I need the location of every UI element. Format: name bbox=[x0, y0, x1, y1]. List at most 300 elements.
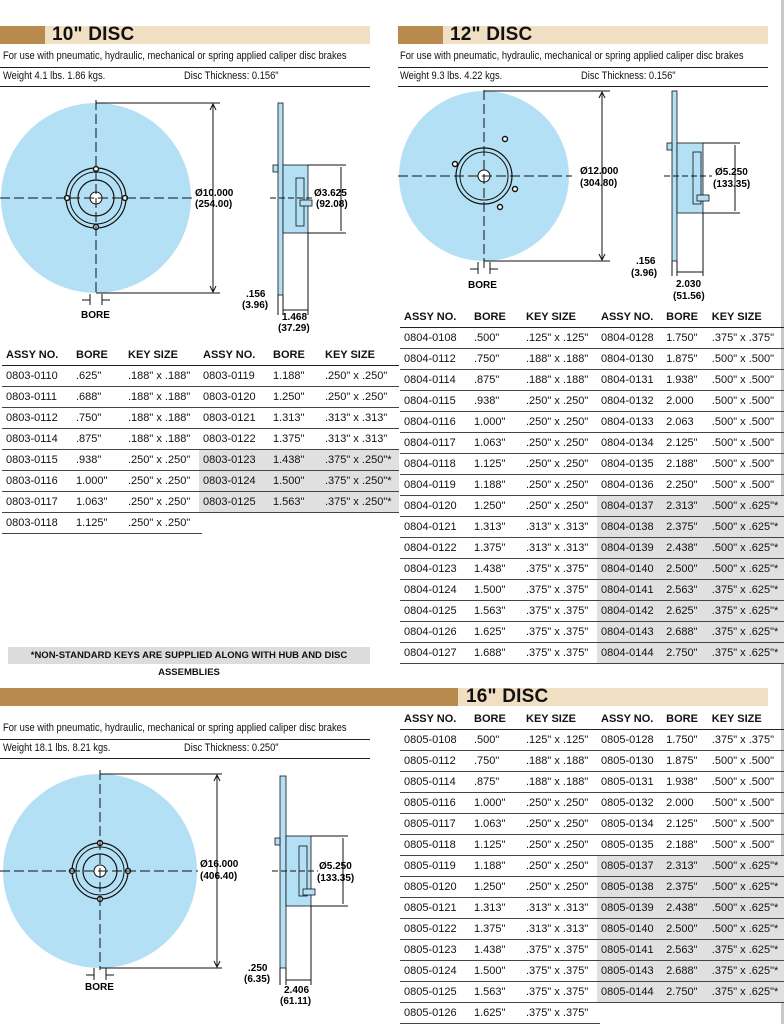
table-row bbox=[400, 559, 600, 580]
table-row bbox=[400, 982, 600, 1003]
key-size-cell: .500" x .625"* bbox=[708, 919, 784, 940]
key-size-cell: .500" x .500" bbox=[708, 793, 784, 814]
col-header-assy: ASSY NO. bbox=[2, 345, 72, 366]
bore-cell: .875" bbox=[72, 429, 124, 450]
disc12-weight: Weight 9.3 lbs. 4.22 kgs. bbox=[400, 70, 503, 82]
bore-cell: 2.063 bbox=[662, 412, 708, 433]
key-size-cell: .375" x .625"* bbox=[708, 643, 784, 664]
assy-no-cell: 0804-0143 bbox=[597, 622, 662, 643]
table-row bbox=[2, 513, 202, 534]
key-size-cell: .188" x .188" bbox=[124, 429, 202, 450]
assy-no-cell: 0803-0114 bbox=[2, 429, 72, 450]
assy-no-cell: 0805-0126 bbox=[400, 1003, 470, 1024]
assy-no-cell: 0804-0108 bbox=[400, 328, 470, 349]
table-row bbox=[400, 940, 600, 961]
disc12-thickness: Disc Thickness: 0.156" bbox=[581, 70, 676, 82]
disc10-dim-thk: .156 bbox=[246, 289, 266, 300]
key-size-cell: .375" x .625"* bbox=[708, 622, 784, 643]
table-row bbox=[597, 898, 784, 919]
col-header-key: KEY SIZE bbox=[708, 307, 784, 328]
key-size-cell: .375" x .375" bbox=[522, 559, 600, 580]
bore-cell: 1.250" bbox=[470, 496, 522, 517]
assy-no-cell: 0805-0121 bbox=[400, 898, 470, 919]
assy-no-cell: 0804-0131 bbox=[597, 370, 662, 391]
key-size-cell: .500" x .500" bbox=[708, 391, 784, 412]
table-row bbox=[199, 408, 399, 429]
assy-no-cell: 0805-0138 bbox=[597, 877, 662, 898]
disc16-title: 16" DISC bbox=[466, 686, 549, 707]
disc16-dim-dia-mm: (406.40) bbox=[200, 871, 238, 882]
table-row bbox=[597, 751, 784, 772]
key-size-cell: .125" x .125" bbox=[522, 730, 600, 751]
key-size-cell: .250" x .250" bbox=[522, 454, 600, 475]
table-row bbox=[2, 450, 202, 471]
assy-no-cell: 0804-0136 bbox=[597, 475, 662, 496]
bore-cell: 2.125" bbox=[662, 814, 708, 835]
assy-no-cell: 0804-0135 bbox=[597, 454, 662, 475]
key-size-cell: .500" x .625"* bbox=[708, 898, 784, 919]
table-row bbox=[400, 814, 600, 835]
disc10-thickness: Disc Thickness: 0.156" bbox=[184, 70, 279, 82]
key-size-cell: .250" x .250" bbox=[124, 471, 202, 492]
key-size-cell: .500" x .500" bbox=[708, 475, 784, 496]
assy-no-cell: 0803-0121 bbox=[199, 408, 269, 429]
assy-no-cell: 0804-0138 bbox=[597, 517, 662, 538]
table-row bbox=[597, 370, 784, 391]
col-header-assy: ASSY NO. bbox=[400, 709, 470, 730]
disc16-dim-thk: .250 bbox=[248, 963, 268, 974]
key-size-cell: .500" x .625"* bbox=[708, 559, 784, 580]
bore-cell: 2.563" bbox=[662, 580, 708, 601]
assy-no-cell: 0805-0139 bbox=[597, 898, 662, 919]
disc12-dim-hub: Ø5.250 bbox=[715, 167, 748, 178]
table-row bbox=[400, 919, 600, 940]
key-size-cell: .500" x .625"* bbox=[708, 877, 784, 898]
assy-no-cell: 0804-0117 bbox=[400, 433, 470, 454]
table-row bbox=[400, 412, 600, 433]
key-size-cell: .250" x .250" bbox=[522, 835, 600, 856]
table-row bbox=[400, 370, 600, 391]
key-size-cell: .375" x .375" bbox=[708, 328, 784, 349]
bore-cell: 2.750" bbox=[662, 643, 708, 664]
disc10-table-a bbox=[2, 345, 202, 534]
table-row bbox=[597, 559, 784, 580]
key-size-cell: .500" x .500" bbox=[708, 751, 784, 772]
disc12-usage: For use with pneumatic, hydraulic, mechanical or spring applied caliper disc brakes bbox=[400, 50, 744, 62]
table-row bbox=[400, 898, 600, 919]
table-row bbox=[597, 349, 784, 370]
disc16-table-a bbox=[400, 709, 600, 1024]
key-size-cell: .375" x .625"* bbox=[708, 580, 784, 601]
bore-cell: 2.000 bbox=[662, 793, 708, 814]
table-row bbox=[597, 538, 784, 559]
table-row bbox=[597, 391, 784, 412]
assy-no-cell: 0804-0123 bbox=[400, 559, 470, 580]
bore-cell: 2.188" bbox=[662, 835, 708, 856]
bore-cell: 2.125" bbox=[662, 433, 708, 454]
table-row bbox=[2, 366, 202, 387]
bore-cell: 1.938" bbox=[662, 772, 708, 793]
bore-cell: 1.188" bbox=[269, 366, 321, 387]
assy-no-cell: 0805-0118 bbox=[400, 835, 470, 856]
disc16-dim-thk-mm: (6.35) bbox=[244, 974, 271, 985]
table-row bbox=[597, 793, 784, 814]
assy-no-cell: 0804-0126 bbox=[400, 622, 470, 643]
bore-cell: 1.500" bbox=[470, 961, 522, 982]
key-size-cell: .375" x .250"* bbox=[321, 450, 399, 471]
bore-cell: 2.313" bbox=[662, 496, 708, 517]
disc10-dim-dia-mm: (254.00) bbox=[195, 199, 233, 210]
table-row bbox=[597, 643, 784, 664]
bore-cell: .750" bbox=[470, 349, 522, 370]
key-size-cell: .250" x .250" bbox=[522, 793, 600, 814]
table-row bbox=[597, 412, 784, 433]
bore-cell: 1.000" bbox=[72, 471, 124, 492]
bore-cell: .875" bbox=[470, 772, 522, 793]
bore-cell: 1.000" bbox=[470, 793, 522, 814]
bore-cell: 2.375" bbox=[662, 517, 708, 538]
bore-cell: 2.625" bbox=[662, 601, 708, 622]
table-row bbox=[400, 538, 600, 559]
col-header-key: KEY SIZE bbox=[522, 307, 600, 328]
bore-cell: 1.375" bbox=[470, 919, 522, 940]
key-size-cell: .188" x .188" bbox=[124, 366, 202, 387]
assy-no-cell: 0803-0118 bbox=[2, 513, 72, 534]
bore-cell: 1.125" bbox=[470, 835, 522, 856]
assy-no-cell: 0805-0120 bbox=[400, 877, 470, 898]
table-row bbox=[400, 328, 600, 349]
table-row bbox=[597, 940, 784, 961]
key-size-cell: .375" x .375" bbox=[522, 961, 600, 982]
key-size-cell: .375" x .375" bbox=[522, 1003, 600, 1024]
table-row bbox=[400, 622, 600, 643]
bore-cell: 1.750" bbox=[662, 730, 708, 751]
bore-cell: 1.375" bbox=[470, 538, 522, 559]
key-size-cell: .188" x .188" bbox=[124, 387, 202, 408]
assy-no-cell: 0805-0119 bbox=[400, 856, 470, 877]
assy-no-cell: 0805-0123 bbox=[400, 940, 470, 961]
key-size-cell: .188" x .188" bbox=[522, 772, 600, 793]
assy-no-cell: 0804-0122 bbox=[400, 538, 470, 559]
key-size-cell: .313" x .313" bbox=[321, 429, 399, 450]
bore-cell: 1.750" bbox=[662, 328, 708, 349]
col-header-bore: BORE bbox=[662, 709, 708, 730]
bore-cell: 1.313" bbox=[470, 898, 522, 919]
bore-cell: 1.063" bbox=[72, 492, 124, 513]
disc12-dim-len: 2.030 bbox=[676, 279, 702, 290]
assy-no-cell: 0803-0123 bbox=[199, 450, 269, 471]
disc10-title: 10" DISC bbox=[52, 24, 135, 45]
assy-no-cell: 0805-0134 bbox=[597, 814, 662, 835]
col-header-key: KEY SIZE bbox=[522, 709, 600, 730]
table-row bbox=[2, 471, 202, 492]
assy-no-cell: 0804-0125 bbox=[400, 601, 470, 622]
key-size-cell: .250" x .250" bbox=[124, 513, 202, 534]
bore-cell: 1.563" bbox=[470, 982, 522, 1003]
table-row bbox=[400, 391, 600, 412]
table-row bbox=[199, 450, 399, 471]
nonstandard-key-note: *NON-STANDARD KEYS ARE SUPPLIED ALONG WITH HUB AND DISC ASSEMBLIES bbox=[8, 647, 370, 664]
table-row bbox=[400, 961, 600, 982]
assy-no-cell: 0805-0143 bbox=[597, 961, 662, 982]
disc16-header-band bbox=[0, 688, 768, 706]
key-size-cell: .500" x .500" bbox=[708, 412, 784, 433]
key-size-cell: .375" x .375" bbox=[522, 940, 600, 961]
col-header-bore: BORE bbox=[269, 345, 321, 366]
assy-no-cell: 0803-0110 bbox=[2, 366, 72, 387]
assy-no-cell: 0804-0120 bbox=[400, 496, 470, 517]
assy-no-cell: 0804-0118 bbox=[400, 454, 470, 475]
key-size-cell: .250" x .250" bbox=[321, 366, 399, 387]
bore-cell: 2.500" bbox=[662, 919, 708, 940]
key-size-cell: .313" x .313" bbox=[522, 919, 600, 940]
assy-no-cell: 0805-0141 bbox=[597, 940, 662, 961]
disc16-dim-hub-mm: (133.35) bbox=[317, 873, 355, 884]
key-size-cell: .375" x .375" bbox=[522, 622, 600, 643]
table-row bbox=[400, 835, 600, 856]
assy-no-cell: 0804-0139 bbox=[597, 538, 662, 559]
disc16-drawing bbox=[0, 766, 370, 1020]
assy-no-cell: 0805-0124 bbox=[400, 961, 470, 982]
key-size-cell: .188" x .188" bbox=[522, 349, 600, 370]
bore-cell: 2.188" bbox=[662, 454, 708, 475]
bore-cell: 1.938" bbox=[662, 370, 708, 391]
bore-cell: 1.188" bbox=[470, 475, 522, 496]
assy-no-cell: 0804-0114 bbox=[400, 370, 470, 391]
assy-no-cell: 0805-0128 bbox=[597, 730, 662, 751]
table-row bbox=[597, 877, 784, 898]
key-size-cell: .250" x .250" bbox=[522, 856, 600, 877]
bore-cell: 1.875" bbox=[662, 751, 708, 772]
col-header-key: KEY SIZE bbox=[321, 345, 399, 366]
key-size-cell: .125" x .125" bbox=[522, 328, 600, 349]
bore-cell: 1.563" bbox=[470, 601, 522, 622]
key-size-cell: .375" x .375" bbox=[522, 580, 600, 601]
assy-no-cell: 0805-0135 bbox=[597, 835, 662, 856]
bore-cell: .500" bbox=[470, 730, 522, 751]
disc12-table-b bbox=[597, 307, 784, 664]
key-size-cell: .500" x .500" bbox=[708, 454, 784, 475]
assy-no-cell: 0805-0112 bbox=[400, 751, 470, 772]
table-row bbox=[400, 349, 600, 370]
key-size-cell: .250" x .250" bbox=[522, 412, 600, 433]
disc10-drawing bbox=[0, 95, 370, 335]
assy-no-cell: 0804-0115 bbox=[400, 391, 470, 412]
bore-cell: 2.000 bbox=[662, 391, 708, 412]
bore-cell: 1.063" bbox=[470, 814, 522, 835]
bore-cell: 1.438" bbox=[470, 940, 522, 961]
assy-no-cell: 0803-0119 bbox=[199, 366, 269, 387]
key-size-cell: .250" x .250" bbox=[522, 814, 600, 835]
bore-cell: 1.125" bbox=[72, 513, 124, 534]
key-size-cell: .313" x .313" bbox=[522, 538, 600, 559]
disc16-dim-dia: Ø16.000 bbox=[200, 859, 239, 870]
key-size-cell: .375" x .375" bbox=[522, 601, 600, 622]
table-row bbox=[597, 982, 784, 1003]
key-size-cell: .500" x .500" bbox=[708, 772, 784, 793]
table-row bbox=[597, 517, 784, 538]
key-size-cell: .375" x .625"* bbox=[708, 982, 784, 1003]
bore-cell: 1.438" bbox=[470, 559, 522, 580]
key-size-cell: .500" x .500" bbox=[708, 835, 784, 856]
assy-no-cell: 0804-0140 bbox=[597, 559, 662, 580]
key-size-cell: .250" x .250" bbox=[522, 433, 600, 454]
assy-no-cell: 0805-0114 bbox=[400, 772, 470, 793]
assy-no-cell: 0803-0117 bbox=[2, 492, 72, 513]
table-row bbox=[597, 475, 784, 496]
table-row bbox=[199, 429, 399, 450]
bore-cell: .750" bbox=[470, 751, 522, 772]
bore-cell: 1.000" bbox=[470, 412, 522, 433]
key-size-cell: .250" x .250" bbox=[522, 877, 600, 898]
col-header-assy: ASSY NO. bbox=[597, 307, 662, 328]
table-row bbox=[597, 730, 784, 751]
disc10-dim-thk-mm: (3.96) bbox=[242, 300, 269, 311]
disc12-dim-hub-mm: (133.35) bbox=[713, 179, 751, 190]
assy-no-cell: 0803-0116 bbox=[2, 471, 72, 492]
disc12-dim-dia-mm: (304.80) bbox=[580, 178, 618, 189]
table-row bbox=[597, 601, 784, 622]
bore-cell: 1.125" bbox=[470, 454, 522, 475]
assy-no-cell: 0805-0140 bbox=[597, 919, 662, 940]
key-size-cell: .375" x .250"* bbox=[321, 492, 399, 513]
assy-no-cell: 0805-0125 bbox=[400, 982, 470, 1003]
bore-cell: .750" bbox=[72, 408, 124, 429]
assy-no-cell: 0805-0144 bbox=[597, 982, 662, 1003]
assy-no-cell: 0804-0116 bbox=[400, 412, 470, 433]
assy-no-cell: 0804-0133 bbox=[597, 412, 662, 433]
assy-no-cell: 0804-0121 bbox=[400, 517, 470, 538]
assy-no-cell: 0805-0132 bbox=[597, 793, 662, 814]
table-row bbox=[2, 492, 202, 513]
key-size-cell: .500" x .500" bbox=[708, 349, 784, 370]
table-row bbox=[199, 366, 399, 387]
assy-no-cell: 0804-0127 bbox=[400, 643, 470, 664]
col-header-assy: ASSY NO. bbox=[597, 709, 662, 730]
key-size-cell: .375" x .375" bbox=[522, 982, 600, 1003]
table-row bbox=[400, 433, 600, 454]
key-size-cell: .500" x .625"* bbox=[708, 538, 784, 559]
bore-cell: 1.625" bbox=[470, 622, 522, 643]
bore-cell: 2.438" bbox=[662, 898, 708, 919]
table-row bbox=[597, 919, 784, 940]
table-row bbox=[597, 622, 784, 643]
bore-cell: .688" bbox=[72, 387, 124, 408]
bore-cell: 2.375" bbox=[662, 877, 708, 898]
key-size-cell: .375" x .625"* bbox=[708, 961, 784, 982]
table-row bbox=[597, 814, 784, 835]
disc12-header-band bbox=[398, 26, 768, 44]
disc12-dim-len-mm: (51.56) bbox=[673, 291, 705, 302]
assy-no-cell: 0805-0131 bbox=[597, 772, 662, 793]
key-size-cell: .375" x .625"* bbox=[708, 940, 784, 961]
assy-no-cell: 0804-0119 bbox=[400, 475, 470, 496]
disc12-title: 12" DISC bbox=[450, 24, 533, 45]
assy-no-cell: 0803-0124 bbox=[199, 471, 269, 492]
table-row bbox=[597, 496, 784, 517]
assy-no-cell: 0804-0128 bbox=[597, 328, 662, 349]
table-row bbox=[400, 496, 600, 517]
table-row bbox=[400, 751, 600, 772]
bore-cell: 1.688" bbox=[470, 643, 522, 664]
disc16-dim-hub: Ø5.250 bbox=[319, 861, 352, 872]
key-size-cell: .500" x .500" bbox=[708, 814, 784, 835]
disc12-bore-label: BORE bbox=[468, 280, 497, 291]
bore-cell: 1.500" bbox=[470, 580, 522, 601]
col-header-key: KEY SIZE bbox=[124, 345, 202, 366]
assy-no-cell: 0804-0112 bbox=[400, 349, 470, 370]
table-row bbox=[597, 433, 784, 454]
table-row bbox=[400, 475, 600, 496]
disc12-drawing bbox=[398, 88, 768, 308]
bore-cell: 1.438" bbox=[269, 450, 321, 471]
disc10-dim-hub: Ø3.625 bbox=[314, 188, 347, 199]
table-row bbox=[400, 1003, 600, 1024]
bore-cell: 1.313" bbox=[269, 408, 321, 429]
assy-no-cell: 0803-0112 bbox=[2, 408, 72, 429]
assy-no-cell: 0805-0117 bbox=[400, 814, 470, 835]
assy-no-cell: 0804-0130 bbox=[597, 349, 662, 370]
table-row bbox=[400, 877, 600, 898]
table-row bbox=[597, 580, 784, 601]
disc16-bore-label: BORE bbox=[85, 982, 114, 993]
bore-cell: 1.063" bbox=[470, 433, 522, 454]
disc10-weight: Weight 4.1 lbs. 1.86 kgs. bbox=[3, 70, 106, 82]
bore-cell: 1.500" bbox=[269, 471, 321, 492]
key-size-cell: .375" x .250"* bbox=[321, 471, 399, 492]
assy-no-cell: 0805-0122 bbox=[400, 919, 470, 940]
key-size-cell: .250" x .250" bbox=[124, 450, 202, 471]
key-size-cell: .375" x .375" bbox=[522, 643, 600, 664]
bore-cell: 1.250" bbox=[269, 387, 321, 408]
table-row bbox=[2, 408, 202, 429]
assy-no-cell: 0805-0137 bbox=[597, 856, 662, 877]
key-size-cell: .250" x .250" bbox=[321, 387, 399, 408]
bore-cell: 2.250" bbox=[662, 475, 708, 496]
key-size-cell: .188" x .188" bbox=[124, 408, 202, 429]
key-size-cell: .313" x .313" bbox=[321, 408, 399, 429]
table-row bbox=[400, 601, 600, 622]
bore-cell: 2.313" bbox=[662, 856, 708, 877]
assy-no-cell: 0804-0137 bbox=[597, 496, 662, 517]
bore-cell: 2.688" bbox=[662, 622, 708, 643]
assy-no-cell: 0804-0144 bbox=[597, 643, 662, 664]
table-row bbox=[2, 387, 202, 408]
bore-cell: 2.438" bbox=[662, 538, 708, 559]
disc12-dim-thk: .156 bbox=[636, 256, 656, 267]
assy-no-cell: 0804-0142 bbox=[597, 601, 662, 622]
table-row bbox=[400, 772, 600, 793]
key-size-cell: .500" x .625"* bbox=[708, 517, 784, 538]
disc16-dim-len-mm: (61.11) bbox=[280, 996, 312, 1007]
bore-cell: 1.250" bbox=[470, 877, 522, 898]
key-size-cell: .188" x .188" bbox=[522, 370, 600, 391]
key-size-cell: .500" x .500" bbox=[708, 433, 784, 454]
key-size-cell: .500" x .500" bbox=[708, 370, 784, 391]
table-row bbox=[199, 492, 399, 513]
assy-no-cell: 0804-0132 bbox=[597, 391, 662, 412]
bore-cell: .500" bbox=[470, 328, 522, 349]
bore-cell: 1.875" bbox=[662, 349, 708, 370]
assy-no-cell: 0804-0141 bbox=[597, 580, 662, 601]
disc16-thickness: Disc Thickness: 0.250" bbox=[184, 742, 279, 754]
assy-no-cell: 0805-0116 bbox=[400, 793, 470, 814]
disc12-dim-dia: Ø12.000 bbox=[580, 166, 619, 177]
disc16-weight: Weight 18.1 lbs. 8.21 kgs. bbox=[3, 742, 111, 754]
bore-cell: 1.563" bbox=[269, 492, 321, 513]
key-size-cell: .375" x .625"* bbox=[708, 601, 784, 622]
disc10-table-b bbox=[199, 345, 399, 513]
